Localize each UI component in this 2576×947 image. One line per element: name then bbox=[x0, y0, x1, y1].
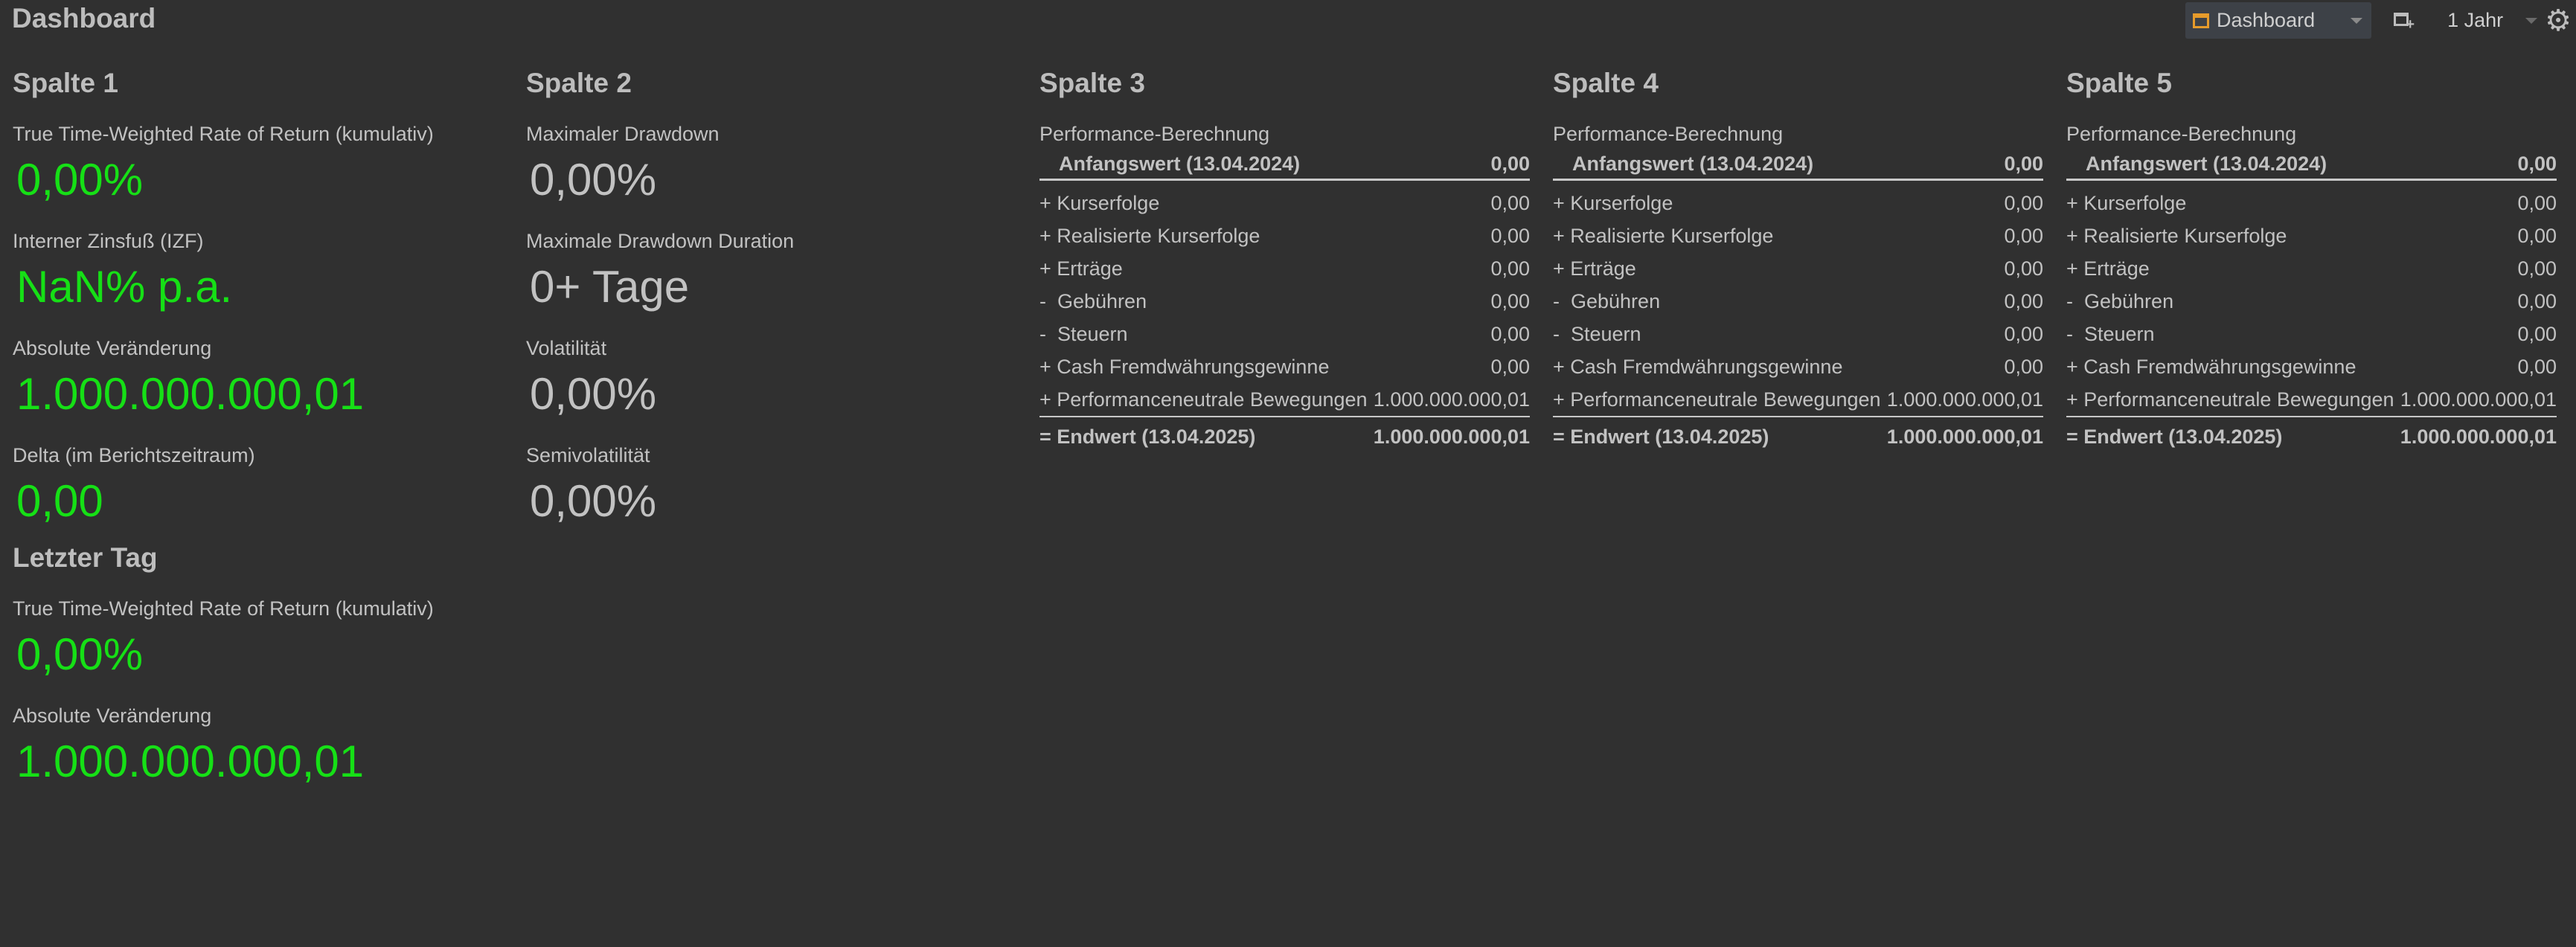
dashboard-icon bbox=[2193, 13, 2209, 28]
perf-row: + Performanceneutrale Bewegungen 1.000.000.000,01 bbox=[1553, 383, 2043, 417]
perf-row: + Erträge 0,00 bbox=[1553, 257, 2043, 280]
widget bbox=[526, 333, 1017, 426]
widget-label: Maximaler Drawdown bbox=[526, 123, 720, 145]
column-4 bbox=[1553, 62, 2043, 453]
perf-end-row: = Endwert (13.04.2025) 1.000.000.000,01 bbox=[1039, 426, 1530, 448]
widget-value: 0,00 bbox=[16, 476, 103, 526]
page-title: Dashboard bbox=[12, 3, 156, 33]
column-3 bbox=[1039, 62, 1530, 453]
widget bbox=[13, 226, 504, 318]
perf-row: - Steuern 0,00 bbox=[2066, 323, 2557, 345]
widget-label: Performance-Berechnung bbox=[2066, 123, 2297, 145]
widget-value: 0,00% bbox=[530, 155, 657, 205]
widget-value: 0,00% bbox=[530, 369, 657, 419]
widget bbox=[526, 440, 1017, 533]
perf-start-row: Anfangswert (13.04.2024) 0,00 bbox=[2066, 149, 2557, 181]
widget-label: Semivolatilität bbox=[526, 444, 650, 466]
perf-row: + Performanceneutrale Bewegungen 1.000.000.000,01 bbox=[2066, 383, 2557, 417]
perf-row: - Gebühren 0,00 bbox=[1553, 290, 2043, 312]
column-5 bbox=[2066, 62, 2557, 453]
widget bbox=[13, 333, 504, 426]
widget bbox=[526, 226, 1017, 318]
perf-row: - Gebühren 0,00 bbox=[1039, 290, 1530, 312]
widget-value: 0+ Tage bbox=[530, 262, 690, 312]
period-dropdown-icon[interactable] bbox=[2525, 18, 2537, 24]
widget-value: 0,00% bbox=[530, 476, 657, 526]
widget-value: 0,00% bbox=[16, 155, 144, 205]
widget-label: Performance-Berechnung bbox=[1553, 123, 1784, 145]
widget bbox=[526, 119, 1017, 211]
dashboard-select-label: Dashboard bbox=[2217, 9, 2316, 31]
column-title: Spalte 4 bbox=[1553, 68, 1659, 98]
column-title: Spalte 1 bbox=[13, 68, 118, 98]
widget-label: Maximale Drawdown Duration bbox=[526, 230, 795, 252]
perf-row: + Cash Fremdwährungsgewinne 0,00 bbox=[1039, 356, 1530, 378]
perf-start-row: Anfangswert (13.04.2024) 0,00 bbox=[1039, 149, 1530, 181]
widget-label: Delta (im Berichtszeitraum) bbox=[13, 444, 255, 466]
perf-row: + Kurserfolge 0,00 bbox=[1039, 192, 1530, 214]
gear-icon[interactable]: ⚙ bbox=[2545, 4, 2572, 37]
widget-value: 0,00% bbox=[16, 629, 144, 679]
perf-row: - Gebühren 0,00 bbox=[2066, 290, 2557, 312]
perf-row: + Cash Fremdwährungsgewinne 0,00 bbox=[1553, 356, 2043, 378]
column-1 bbox=[13, 62, 504, 793]
widget-value: 1.000.000.000,01 bbox=[16, 736, 365, 786]
column-title: Spalte 2 bbox=[526, 68, 632, 98]
widget bbox=[13, 594, 504, 686]
widget-label: Absolute Veränderung bbox=[13, 704, 212, 727]
perf-row: - Steuern 0,00 bbox=[1553, 323, 2043, 345]
perf-row: + Realisierte Kurserfolge 0,00 bbox=[1039, 225, 1530, 247]
dashboard-select[interactable] bbox=[2185, 2, 2371, 39]
perf-row: + Kurserfolge 0,00 bbox=[2066, 192, 2557, 214]
perf-row: + Realisierte Kurserfolge 0,00 bbox=[1553, 225, 2043, 247]
widget-label: True Time-Weighted Rate of Return (kumulativ) bbox=[13, 597, 434, 620]
perf-row: + Kurserfolge 0,00 bbox=[1553, 192, 2043, 214]
perf-row: + Erträge 0,00 bbox=[2066, 257, 2557, 280]
widget bbox=[13, 701, 504, 793]
chevron-down-icon bbox=[2351, 18, 2362, 24]
column-2 bbox=[526, 62, 1017, 533]
widget-value: 1.000.000.000,01 bbox=[16, 369, 365, 419]
widget bbox=[13, 119, 504, 211]
column-title: Spalte 3 bbox=[1039, 68, 1145, 98]
perf-row: + Cash Fremdwährungsgewinne 0,00 bbox=[2066, 356, 2557, 378]
widget bbox=[13, 440, 504, 533]
widget-label: Performance-Berechnung bbox=[1039, 123, 1270, 145]
perf-row: + Erträge 0,00 bbox=[1039, 257, 1530, 280]
widget-label: Interner Zinsfuß (IZF) bbox=[13, 230, 204, 252]
perf-start-row: Anfangswert (13.04.2024) 0,00 bbox=[1553, 149, 2043, 181]
perf-row: + Realisierte Kurserfolge 0,00 bbox=[2066, 225, 2557, 247]
period-button[interactable]: 1 Jahr bbox=[2447, 9, 2504, 31]
widget-value: NaN% p.a. bbox=[16, 262, 233, 312]
perf-end-row: = Endwert (13.04.2025) 1.000.000.000,01 bbox=[1553, 426, 2043, 448]
perf-row: - Steuern 0,00 bbox=[1039, 323, 1530, 345]
column-title: Spalte 5 bbox=[2066, 68, 2172, 98]
widget-label: Volatilität bbox=[526, 337, 607, 359]
widget-label: Absolute Veränderung bbox=[13, 337, 212, 359]
perf-end-row: = Endwert (13.04.2025) 1.000.000.000,01 bbox=[2066, 426, 2557, 448]
widget-label: True Time-Weighted Rate of Return (kumulativ) bbox=[13, 123, 434, 145]
section-title: Letzter Tag bbox=[13, 542, 158, 573]
toolbar bbox=[2185, 0, 2576, 41]
perf-row: + Performanceneutrale Bewegungen 1.000.000.000,01 bbox=[1039, 383, 1530, 417]
add-period-icon[interactable]: + bbox=[2392, 10, 2415, 32]
